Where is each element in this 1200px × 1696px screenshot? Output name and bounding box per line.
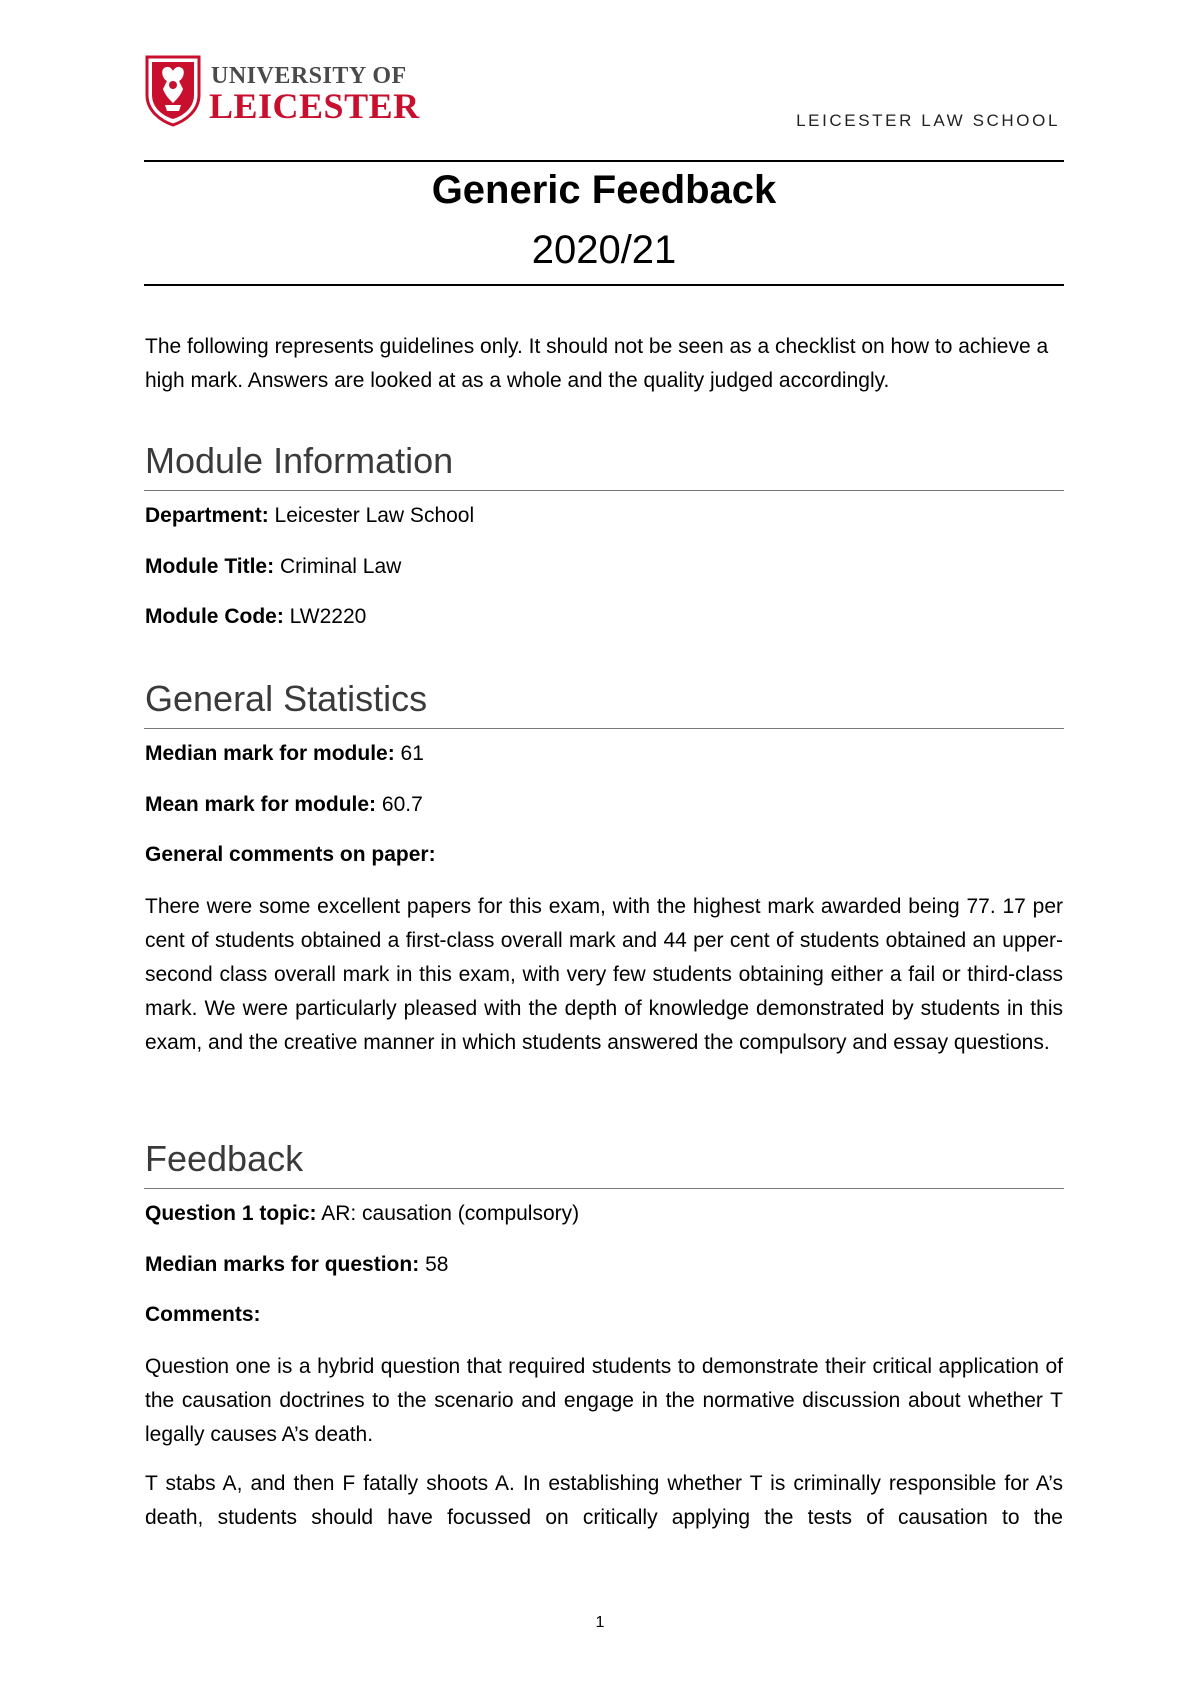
field-value: 60.7	[381, 793, 423, 816]
field-value: 61	[400, 742, 424, 765]
document-year: 2020/21	[531, 228, 677, 272]
heading-feedback: Feedback	[145, 1138, 304, 1179]
field-label: Module Code:	[145, 605, 284, 628]
field-label: Median mark for module:	[145, 742, 395, 765]
field-mean-mark	[145, 793, 423, 817]
field-label: Mean mark for module:	[145, 793, 377, 816]
intro-paragraph: The following represents guidelines only. It should not be seen as a checklist on how to achieve a high mark. Answers are looked at as a whole and the quality judged accordingly.	[145, 335, 1049, 392]
feedback-paragraph-1: Question one is a hybrid question that required students to demonstrate their critical application of the causation doctrines to the scenario and engage in the normative discussion about whether T legally causes A’s death.	[145, 1355, 1063, 1446]
general-comments-paragraph: There were some excellent papers for this exam, with the highest mark awarded being 77. 17 per cent of students obtained a first-class overall mark and 44 per cent of students obtained an upper-second class overall mark in this exam, with very few students obtaining either a fail or third-class mark. We were particularly pleased with the depth of knowledge demonstrated by students in this exam, and the creative manner in which students answered the compulsory and essay questions.	[145, 895, 1063, 1054]
heading-rule	[144, 728, 1064, 729]
field-label: Module Title:	[145, 555, 275, 578]
field-value: 58	[425, 1253, 449, 1276]
field-question1-median	[145, 1253, 448, 1277]
field-comments-label	[145, 1303, 261, 1327]
field-label: Department:	[145, 504, 269, 527]
logo-text-leicester: LEICESTER	[209, 86, 420, 126]
heading-module-information: Module Information	[145, 440, 454, 481]
field-department	[145, 504, 474, 528]
field-label: General comments on paper:	[145, 843, 436, 866]
field-label: Question 1 topic:	[145, 1202, 317, 1225]
field-value: AR: causation (compulsory)	[321, 1202, 580, 1225]
field-module-code	[145, 605, 366, 629]
logo-text-university-of: UNIVERSITY OF	[211, 63, 407, 89]
document-title: Generic Feedback	[431, 168, 777, 212]
heading-rule	[144, 490, 1064, 491]
field-general-comments-label	[145, 843, 436, 867]
field-value: Leicester Law School	[274, 504, 475, 527]
university-logo	[145, 55, 420, 130]
heading-rule	[144, 1188, 1064, 1189]
field-label: Comments:	[145, 1303, 261, 1326]
page-number: 1	[595, 1614, 605, 1631]
heading-general-statistics: General Statistics	[145, 678, 428, 719]
field-label: Median marks for question:	[145, 1253, 420, 1276]
field-question1-topic	[145, 1202, 579, 1226]
school-name: LEICESTER LAW SCHOOL	[796, 111, 1060, 130]
title-rule-bottom	[144, 284, 1064, 286]
field-value: Criminal Law	[279, 555, 402, 578]
shield-crest-icon	[145, 55, 201, 127]
field-median-mark	[145, 742, 424, 766]
field-module-title	[145, 555, 401, 579]
field-value: LW2220	[289, 605, 367, 628]
title-rule-top	[144, 160, 1064, 162]
feedback-paragraph-2: T stabs A, and then F fatally shoots A. In establishing whether T is criminally responsible for A’s death, students should have focussed on critically applying the tests of causation to the	[145, 1472, 1063, 1529]
